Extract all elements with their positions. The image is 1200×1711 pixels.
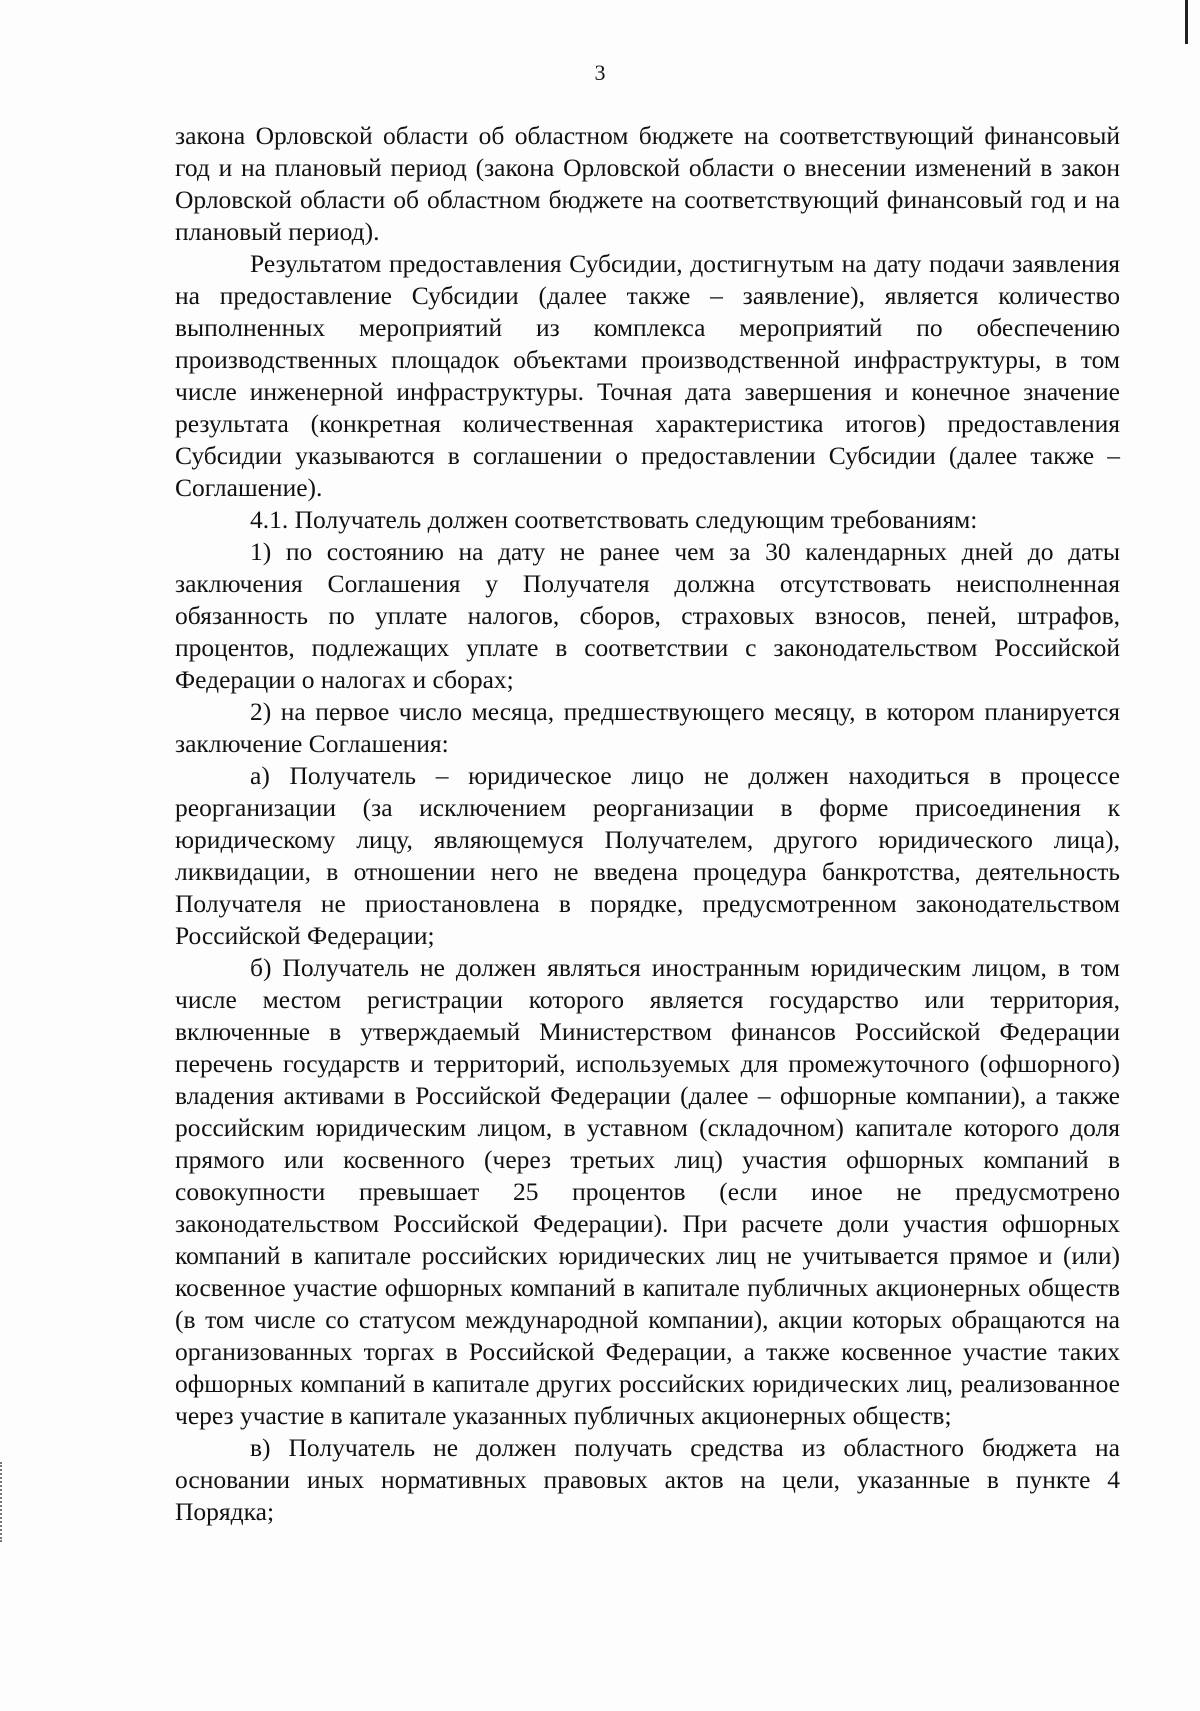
paragraph-item-2b: б) Получатель не должен являться иностранным юридическим лицом, в том числе местом регистрации которого является государство или территория, включенные в утверждаемый Министерством финансов Российской Федерации перечень государств и территорий, используемых для промежуточного (офшорного) владения активами в Российской Федерации (далее – офшорные компании), а также российским юридическим лицом, в уставном (складочном) капитале которого доля прямого или косвенного (через третьих лиц) участия офшорных компаний в совокупности превышает 25 процентов (если иное не предусмотрено законодательством Российской Федерации). При расчете доли участия офшорных компаний в капитале российских юридических лиц не учитывается прямое и (или) косвенное участие офшорных компаний в капитале публичных акционерных обществ (в том числе со статусом международной компании), акции которых обращаются на организованных торгах в Российской Федерации, а также косвенное участие таких офшорных компаний в капитале других российских юридических лиц, реализованное через участие в капитале указанных публичных акционерных обществ; [175,953,1120,1430]
paragraph-subsidy-result: Результатом предоставления Субсидии, достигнутым на дату подачи заявления на предоставление Субсидии (далее также – заявление), является количество выполненных мероприятий из комплекса мероприятий по обеспечению производственных площадок объектами производственной инфраструктуры, в том числе инженерной инфраструктуры. Точная дата завершения и конечное значение результата (конкретная количественная характеристика итогов) предоставления Субсидии указываются в соглашении о предоставлении Субсидии (далее также – Соглашение). [175,249,1120,502]
paragraph-item-2v: в) Получатель не должен получать средства из областного бюджета на основании иных нормативных правовых актов на цели, указанные в пункте 4 Порядка; [175,1433,1120,1526]
scan-margin-dots [0,1462,5,1542]
page-number: 3 [594,60,606,85]
paragraph-intro-continuation: закона Орловской области об областном бюджете на соответствующий финансовый год и на плановый период (закона Орловской области о внесении изменений в закон Орловской области об областном бюджете на соответствующий финансовый год и на плановый период). [175,121,1120,246]
document-body [175,120,1120,1528]
paragraph-item-2: 2) на первое число месяца, предшествующего месяцу, в котором планируется заключение Соглашения: [175,697,1120,758]
paragraph-item-1: 1) по состоянию на дату не ранее чем за 30 календарных дней до даты заключения Соглашения у Получателя должна отсутствовать неисполненная обязанность по уплате налогов, сборов, страховых взносов, пеней, штрафов, процентов, подлежащих уплате в соответствии с законодательством Российской Федерации о налогах и сборах; [175,537,1120,694]
paragraph-4-1-requirements: 4.1. Получатель должен соответствовать следующим требованиям: [250,505,978,534]
paragraph-item-2a: а) Получатель – юридическое лицо не должен находиться в процессе реорганизации (за исключением реорганизации в форме присоединения к юридическому лицу, являющемуся Получателем, другого юридического лица), ликвидации, в отношении него не введена процедура банкротства, деятельность Получателя не приостановлена в порядке, предусмотренном законодательством Российской Федерации; [175,761,1120,950]
scan-edge-mark [1185,0,1188,44]
